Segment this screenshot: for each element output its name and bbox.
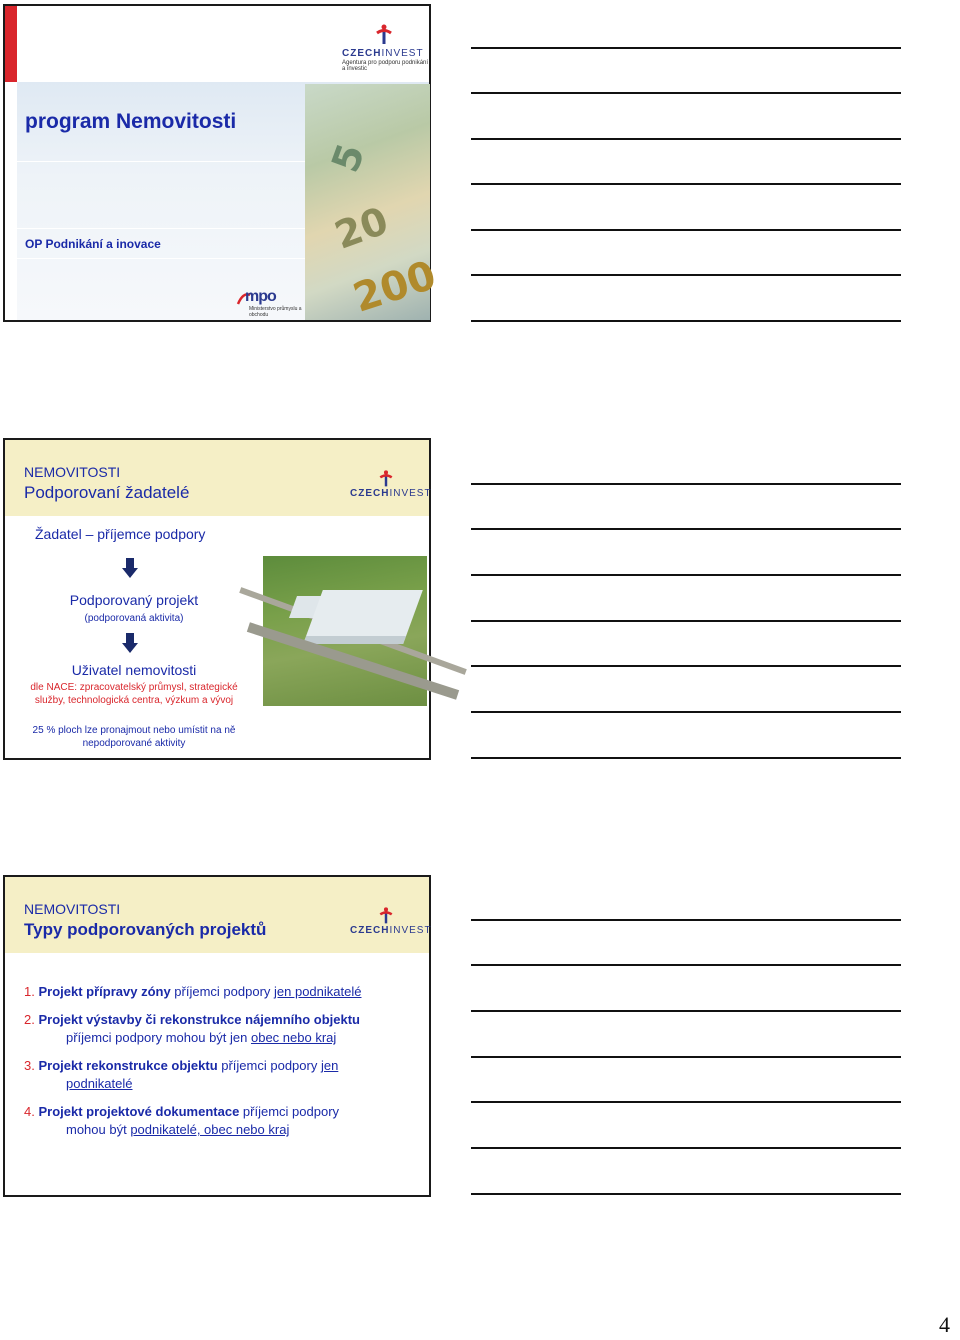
divider	[17, 228, 305, 229]
list-item: 1. Projekt přípravy zóny příjemci podpory jen podnikatelé	[24, 984, 362, 999]
list-item: 3. Projekt rekonstrukce objektu příjemci podpory jen podnikatelé	[24, 1058, 339, 1091]
slide-category: NEMOVITOSTI	[24, 901, 121, 917]
industrial-building-photo	[263, 556, 427, 706]
note-line	[471, 919, 901, 921]
banknote-label: 20	[329, 198, 394, 258]
project-types-list	[24, 983, 424, 1149]
list-item: 2. Projekt výstavby či rekonstrukce nájemního objektu příjemci podpory mohou být jen obec nebo kraj	[24, 1012, 360, 1045]
note-line	[471, 620, 901, 622]
lease-text: 25 % ploch lze pronajmout nebo umístit na ně nepodporované aktivity	[32, 725, 236, 749]
note-line	[471, 320, 901, 322]
note-line	[471, 47, 901, 49]
czechinvest-mark-icon	[372, 24, 396, 46]
slide-1	[3, 4, 442, 322]
slide-2	[3, 438, 431, 760]
czechinvest-logo: CZECHINVEST Agentura pro podporu podnikání a investic	[342, 48, 429, 72]
divider	[17, 161, 305, 162]
slide-category: NEMOVITOSTI	[24, 464, 121, 480]
note-line	[471, 665, 901, 667]
note-line	[471, 711, 901, 713]
slide-title: Podporovaní žadatelé	[24, 483, 190, 502]
note-line	[471, 1101, 901, 1103]
note-line	[471, 574, 901, 576]
mpo-logo: mpo Ministerstvo průmyslu a obchodu	[237, 288, 305, 318]
banknote-label: 200	[347, 252, 442, 322]
note-line	[471, 1010, 901, 1012]
down-arrow-icon	[122, 558, 138, 578]
slide-title: Typy podporovaných projektů	[24, 920, 267, 939]
note-line	[471, 528, 901, 530]
logo-tagline: Agentura pro podporu podnikání a investic	[342, 60, 429, 72]
czechinvest-mark-icon	[376, 470, 396, 488]
slide-title: program Nemovitosti	[25, 110, 237, 133]
note-line	[471, 1147, 901, 1149]
supported-project-sub: (podporovaná aktivita)	[84, 613, 184, 624]
note-line	[471, 1193, 901, 1195]
red-accent-bar	[5, 6, 17, 82]
divider	[17, 258, 305, 259]
note-line	[471, 483, 901, 485]
note-line	[471, 274, 901, 276]
czechinvest-logo: CZECHINVEST	[350, 488, 432, 499]
property-user-label: Uživatel nemovitosti	[71, 662, 197, 678]
note-line	[471, 757, 901, 759]
czechinvest-mark-icon	[376, 907, 396, 925]
note-line	[471, 138, 901, 140]
slide-3	[3, 875, 431, 1197]
page-number: 4	[939, 1312, 950, 1337]
note-line	[471, 1056, 901, 1058]
note-line	[471, 964, 901, 966]
czechinvest-logo: CZECHINVEST	[350, 925, 432, 936]
list-item: 4. Projekt projektové dokumentace příjemci podpory mohou být podnikatelé, obec nebo kraj	[24, 1104, 340, 1137]
supported-project-label: Podporovaný projekt	[69, 592, 199, 608]
note-line	[471, 183, 901, 185]
applicant-label: Žadatel – příjemce podpory	[35, 526, 206, 542]
banknote-label: 5	[323, 138, 374, 178]
nace-text: dle NACE: zpracovatelský průmysl, strategické služby, technologická centra, výzkum a vývoj	[30, 682, 238, 706]
note-line	[471, 229, 901, 231]
slide-subtitle: OP Podnikání a inovace	[25, 237, 161, 251]
down-arrow-icon	[122, 633, 138, 653]
note-line	[471, 92, 901, 94]
